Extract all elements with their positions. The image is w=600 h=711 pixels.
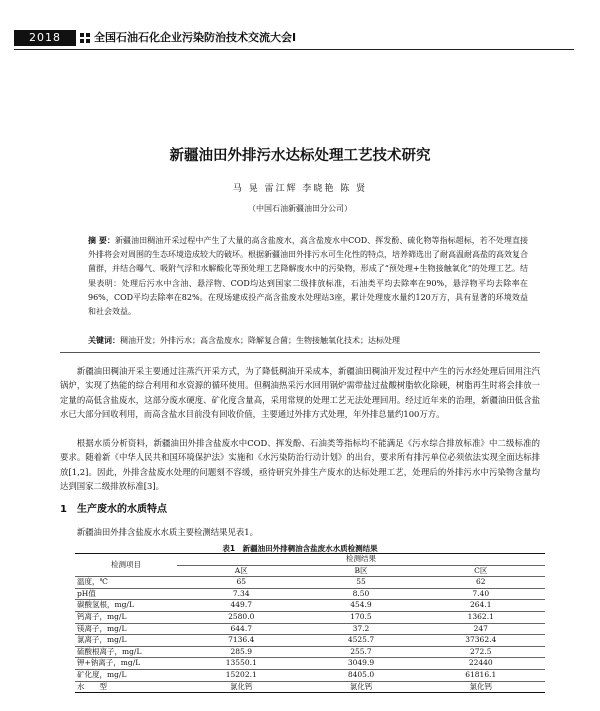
section-heading-1: 1 生产废水的水质特点 (60, 504, 167, 515)
table-row (75, 646, 545, 658)
table-header-item: 检测项目 (75, 554, 177, 577)
table-cell-a: 15202.1 (177, 669, 305, 681)
table-cell-b: 8405.0 (305, 669, 416, 681)
table-row-label: 钙离子，mg/L (75, 611, 177, 623)
header-bullet-icon (80, 33, 90, 43)
table-cell-b: 37.2 (305, 623, 416, 635)
table-cell-a: 65 (177, 577, 305, 589)
table-row (75, 600, 545, 612)
paper-affiliation: （中国石油新疆油田分公司） (248, 204, 352, 213)
paper-title: 新疆油田外排污水达标处理工艺技术研究 (169, 148, 431, 164)
paper-authors: 马 晃 雷江辉 李晓艳 陈 贤 (232, 184, 368, 194)
table-cell-b: 454.9 (305, 600, 416, 612)
table-row (75, 623, 545, 635)
table-row-label: 氯离子，mg/L (75, 635, 177, 647)
table-cell-a: 644.7 (177, 623, 305, 635)
table-cell-b: 55 (305, 577, 416, 589)
table-cell-b: 255.7 (305, 646, 416, 658)
table-row-label: pH值 (75, 588, 177, 600)
table-header-group: 检测结果 (177, 554, 545, 566)
table-row (75, 577, 545, 589)
table-cell-a: 7.34 (177, 588, 305, 600)
table-cell-c: 7.40 (416, 588, 545, 600)
table-row-label: 碳酸氢根，mg/L (75, 600, 177, 612)
table-cell-a: 449.7 (177, 600, 305, 612)
table-cell-c: 氯化钙 (416, 681, 545, 693)
abstract-label: 摘 要： (88, 236, 115, 245)
table-header-col: A区 (177, 565, 305, 577)
table-cell-a: 7136.4 (177, 635, 305, 647)
table-row (75, 669, 545, 681)
running-header (14, 30, 574, 48)
table-row (75, 635, 545, 647)
table-row-label: 温度，℃ (75, 577, 177, 589)
table-cell-b: 170.5 (305, 611, 416, 623)
table-cell-c: 37362.4 (416, 635, 545, 647)
header-rule (14, 49, 574, 50)
keywords-label: 关键词： (88, 336, 120, 345)
table-cell-b: 4525.7 (305, 635, 416, 647)
table-cell-a: 13550.1 (177, 658, 305, 670)
body-paragraph-3: 新疆油田外排含盐废水水质主要检测结果见表1。 (76, 527, 258, 537)
table-row (75, 588, 545, 600)
table-cell-b: 3049.9 (305, 658, 416, 670)
table-row-label: 镁离子，mg/L (75, 623, 177, 635)
table-row (75, 658, 545, 670)
table-cell-c: 272.5 (416, 646, 545, 658)
table-row-label: 硫酸根离子，mg/L (75, 646, 177, 658)
abstract-divider (60, 352, 540, 353)
table-cell-a: 2580.0 (177, 611, 305, 623)
table-caption: 表1 新疆油田外排稠油含盐废水水质检测结果 (222, 544, 378, 553)
table-row (75, 611, 545, 623)
table-row-label: 矿化度，mg/L (75, 669, 177, 681)
table-header-col: B区 (305, 565, 416, 577)
abstract-text: 新疆油田稠油开采过程中产生了大量的高含盐废水，高含盐废水中COD、挥发酚、硫化物等指标超标，若不处理直接外排将会对周围的生态环境造成较大的破坏。根据新疆油田外排污水可生化性的特点，培养筛选出了耐高温耐高盐的高效复合菌群，并结合曝气、吸附气浮和水解酸化等预处理工艺降解废水中的污染物，形成了“预处理+生物接触氧化”的处理工艺。结果表明：处理后污水中含油、悬浮物、COD均达到国家二级排放标准，石油类平均去除率在90%，悬浮物平均去除率在96%，COD平均去除率在82%。在现场建成投产高含盐废水处理站3座，累计处理废水量约120万方，具有显著的环境效益和社会效益。 (88, 236, 528, 317)
table-row-label: 水 型 (75, 681, 177, 693)
abstract (88, 234, 528, 319)
table-header-col: C区 (416, 565, 545, 577)
keywords (88, 335, 528, 347)
header-year: 2018 (14, 30, 76, 46)
table-cell-c: 62 (416, 577, 545, 589)
table-row (75, 681, 545, 693)
table-cell-b: 8.50 (305, 588, 416, 600)
header-conference: 全国石油石化企业污染防治技术交流大会Ⅰ (94, 31, 297, 44)
table-cell-a: 氯化钙 (177, 681, 305, 693)
table-cell-c: 1362.1 (416, 611, 545, 623)
water-quality-table (75, 553, 545, 693)
table-cell-a: 285.9 (177, 646, 305, 658)
table-cell-c: 264.1 (416, 600, 545, 612)
table-cell-b: 氯化钙 (305, 681, 416, 693)
body-paragraph-1: 新疆油田稠油开采主要通过注蒸汽开采方式，为了降低稠油开采成本，新疆油田稠油开发过程中产生的污水经处理后回用注汽锅炉，实现了热能的综合利用和水资源的循环使用。但稠油热采污水回用锅炉需带盐过盐酸树脂软化除硬，树脂再生时将会排放一定量的高低含盐废水，这部分废水硬度、矿化度含量高，采用常规的处理工艺无法处理回用。经过近年来的治理，新疆油田低含盐水已大部分回收利用，而高含盐水目前没有回收价值，主要通过外排方式处理，年外排总量约100万方。 (60, 366, 540, 420)
table-row-label: 钾+钠离子，mg/L (75, 658, 177, 670)
table-cell-c: 247 (416, 623, 545, 635)
body-paragraph-2: 根据水质分析资料，新疆油田外排含盐废水中COD、挥发酚、石油类等指标均不能满足《污水综合排放标准》中二级标准的要求。随着新《中华人民共和国环境保护法》实施和《水污染防治行动计划》的出台，要求所有排污单位必须依法实现全面达标排放[1,2]。因此，外排含盐废水处理的问题刻不容缓，亟待研究外排生产废水的达标处理工艺，处理后的外排污水中污染物含量均达到国家二级排放标准[3]。 (60, 438, 540, 492)
keywords-text: 稠油开发；外排污水；高含盐废水；降解复合菌；生物接触氧化技术；达标处理 (120, 336, 400, 345)
table-cell-c: 22440 (416, 658, 545, 670)
table-cell-c: 61816.1 (416, 669, 545, 681)
